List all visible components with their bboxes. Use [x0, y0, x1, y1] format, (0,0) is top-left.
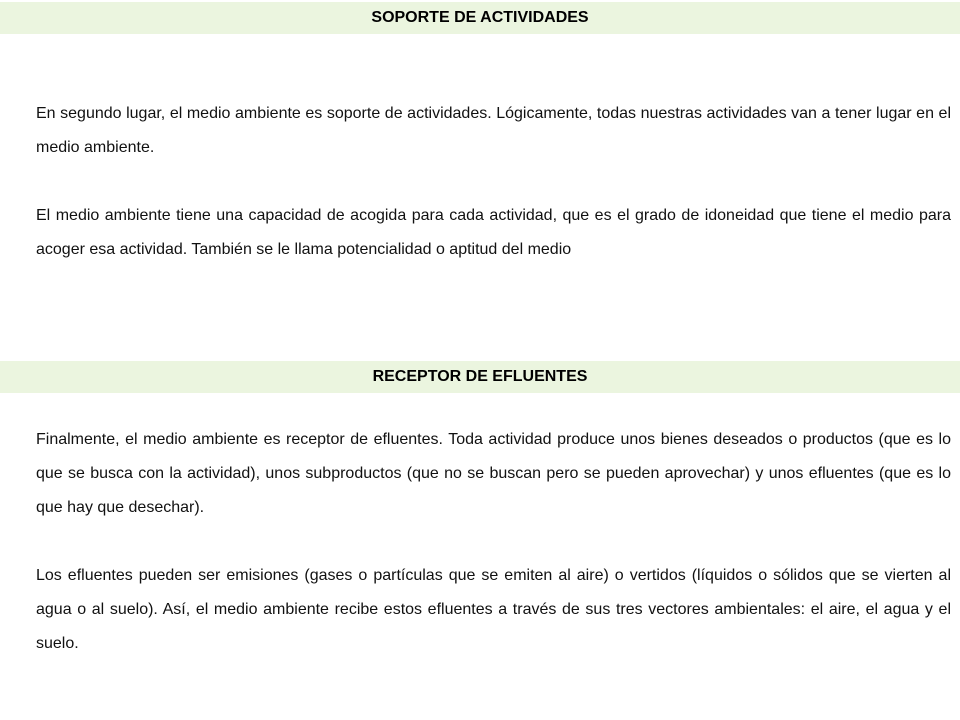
paragraph-receptor-1: Finalmente, el medio ambiente es receptor de efluentes. Toda actividad produce unos bienes deseados o productos (que es lo que se busca con la actividad), unos subproductos (que no se buscan pero se pueden aprovechar) y unos efluentes (que es lo que hay que desechar).: [36, 431, 951, 516]
section-title: SOPORTE DE ACTIVIDADES: [371, 9, 589, 26]
section-title: RECEPTOR DE EFLUENTES: [372, 368, 588, 385]
section-header-soporte-de-actividades: [0, 2, 960, 34]
paragraph-receptor-2: Los efluentes pueden ser emisiones (gases o partículas que se emiten al aire) o vertidos (líquidos o sólidos que se vierten al agua o al suelo). Así, el medio ambiente recibe estos efluentes a través de sus tres vectores ambientales: el aire, el agua y el suelo.: [36, 567, 951, 652]
paragraph-soporte-1: En segundo lugar, el medio ambiente es soporte de actividades. Lógicamente, todas nuestras actividades van a tener lugar en el medio ambiente.: [36, 105, 951, 156]
paragraph-soporte-2: El medio ambiente tiene una capacidad de acogida para cada actividad, que es el grado de idoneidad que tiene el medio para acoger esa actividad. También se le llama potencialidad o aptitud del medio: [36, 207, 951, 258]
section-header-receptor-de-efluentes: [0, 361, 960, 393]
